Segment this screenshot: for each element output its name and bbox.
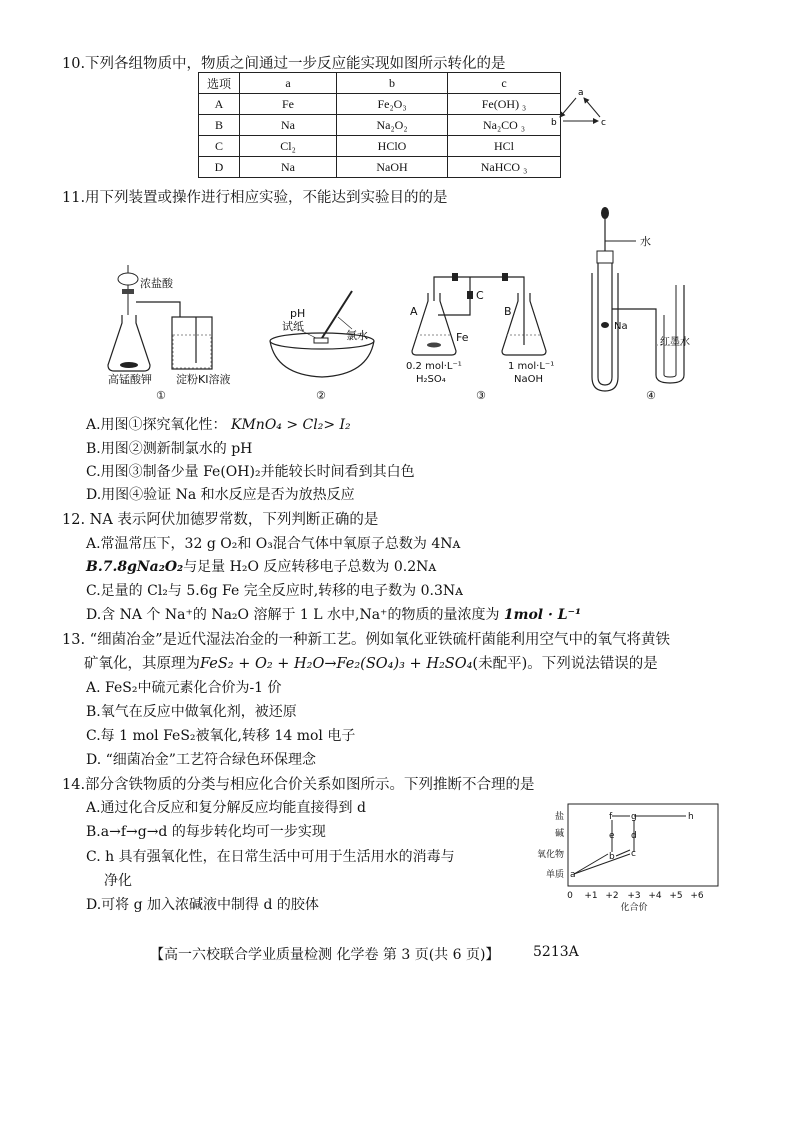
point-b: b: [609, 852, 615, 862]
table-cell: Cl₂: [240, 136, 337, 157]
q12-option-d-formula: 1mol · L⁻¹: [503, 607, 582, 623]
table-cell: Na: [240, 157, 337, 178]
table-cell: D: [199, 157, 240, 178]
ycat-base: 碱: [554, 829, 564, 839]
q14-valence-chart: [524, 800, 724, 918]
ycat-element: 单质: [545, 870, 564, 880]
q13-option-c: C.每 1 mol FeS₂被氧化,转移 14 mol 电子: [86, 728, 356, 744]
fig3-number: ③: [476, 389, 486, 402]
triangle-label-c: c: [601, 118, 606, 128]
fig1-flask-apparatus: [108, 265, 230, 402]
fig1-flask-label: 高锰酸钾: [108, 373, 152, 386]
q11-option-d: D.用图④验证 Na 和水反应是否为放热反应: [86, 487, 355, 503]
point-a: a: [570, 870, 576, 880]
table-cell: A: [199, 94, 240, 115]
point-f: f: [609, 812, 613, 822]
table-header: a: [240, 73, 337, 94]
xtick-5: +5: [669, 891, 683, 901]
q14-option-c-line2: 净化: [104, 873, 132, 889]
xtick-4: +4: [648, 891, 662, 901]
q10-table: [198, 72, 561, 178]
table-header: c: [448, 73, 561, 94]
xtick-2: +2: [605, 891, 619, 901]
q12-option-b: [86, 556, 436, 576]
fig3-left-solution: H₂SO₄: [416, 374, 446, 385]
fig2-paper-label2: 试纸: [282, 320, 304, 333]
triangle-label-a: a: [578, 88, 584, 98]
xtick-1: +1: [584, 891, 598, 901]
point-e: e: [609, 831, 615, 841]
table-cell: B: [199, 115, 240, 136]
fig1-acid-label: 浓盐酸: [140, 277, 173, 290]
ycat-oxide: 氧化物: [536, 850, 564, 860]
table-cell: HCl: [448, 136, 561, 157]
table-cell: C: [199, 136, 240, 157]
table-cell: NaOH: [337, 157, 448, 178]
q14-option-b: B.a→f→g→d 的每步转化均可一步实现: [86, 824, 326, 840]
table-cell: HClO: [337, 136, 448, 157]
xtick-6: +6: [690, 891, 704, 901]
table-row: [199, 94, 561, 115]
triangle-label-b: b: [551, 118, 557, 128]
q12-option-b-formula: B.7.8gNa₂O₂: [86, 559, 184, 575]
q13-option-b: B.氧气在反应中做氧化剂，被还原: [86, 704, 297, 720]
q14-option-a: A.通过化合反应和复分解反应均能直接得到 d: [86, 800, 366, 816]
paper-code: 5213A: [533, 944, 579, 960]
q12-stem: 12. NA 表示阿伏加德罗常数，下列判断正确的是: [62, 512, 379, 528]
q13-stem-text-2: (未配平)。下列说法错误的是: [472, 656, 658, 672]
q13-stem-line2: [84, 652, 658, 673]
x-axis-label: 化合价: [620, 903, 648, 913]
q14-stem: 14.部分含铁物质的分类与相应化合价关系如图所示。下列推断不合理的是: [62, 777, 535, 793]
q12-option-d-text: D.含 NA 个 Na⁺的 Na₂O 溶解于 1 L 水中,Na⁺的物质的量浓度为: [86, 607, 500, 623]
xtick-0: 0: [567, 891, 573, 901]
table-cell: Fe: [240, 94, 337, 115]
q11-option-b: B.用图②测新制氯水的 pH: [86, 441, 253, 457]
q12-option-d: [86, 604, 581, 624]
q10-triangle-diagram: [548, 84, 618, 134]
point-d: d: [631, 831, 637, 841]
fig3-two-flask-apparatus: [406, 273, 554, 402]
ycat-salt: 盐: [554, 812, 564, 822]
fig3-right-solution: NaOH: [514, 374, 543, 385]
q11-stem: 11.用下列装置或操作进行相应实验，不能达到实验目的的是: [62, 190, 448, 206]
fig1-number: ①: [156, 389, 166, 402]
fig4-number: ④: [646, 389, 656, 402]
q11-option-a-text: A.用图①探究氧化性：: [86, 417, 227, 433]
table-row: [199, 136, 561, 157]
q14-option-c-line1: C. h 具有强氧化性，在日常生活中可用于生活用水的消毒与: [86, 849, 455, 865]
q11-apparatus-figure: [100, 205, 720, 405]
table-row: [199, 115, 561, 136]
table-header: b: [337, 73, 448, 94]
point-c: c: [631, 849, 636, 859]
table-row: [199, 157, 561, 178]
q13-stem-text: 矿氧化，其原理为: [84, 656, 200, 672]
q13-option-a: A. FeS₂中硫元素化合价为-1 价: [86, 680, 282, 696]
fig2-paper-label: pH: [290, 307, 306, 320]
fig2-dish-apparatus: [270, 291, 374, 402]
table-cell: Fe(OH) ₃: [448, 94, 561, 115]
q13-equation: FeS₂ + O₂ + H₂O→Fe₂(SO₄)₃ + H₂SO₄: [200, 656, 473, 672]
fig4-water-label: 水: [640, 235, 651, 248]
fig4-na-label: Na: [614, 321, 628, 332]
table-cell: Na₂CO ₃: [448, 115, 561, 136]
fig4-test-tube-apparatus: [592, 207, 690, 402]
q10-stem: 10.下列各组物质中，物质之间通过一步反应能实现如图所示转化的是: [62, 56, 506, 72]
q12-option-a: A.常温常压下，32 g O₂和 O₃混合气体中氧原子总数为 4Nᴀ: [86, 536, 461, 552]
xtick-3: +3: [627, 891, 641, 901]
fig3-left-conc: 0.2 mol·L⁻¹: [406, 361, 462, 372]
fig3-right-conc: 1 mol·L⁻¹: [508, 361, 555, 372]
q11-option-c: C.用图③制备少量 Fe(OH)₂并能较长时间看到其白色: [86, 464, 415, 480]
table-cell: NaHCO ₃: [448, 157, 561, 178]
fig3-flask-b-label: B: [504, 305, 512, 318]
q12-option-c: C.足量的 Cl₂与 5.6g Fe 完全反应时,转移的电子数为 0.3Nᴀ: [86, 583, 464, 599]
fig3-valve-c-label: C: [476, 289, 484, 302]
q12-option-b-text: 与足量 H₂O 反应转移电子总数为 0.2Nᴀ: [183, 559, 437, 575]
q11-option-a: [86, 414, 351, 434]
table-header: 选项: [199, 73, 240, 94]
fig3-fe-label: Fe: [456, 331, 469, 344]
table-cell: Fe₂O₃: [337, 94, 448, 115]
page-footer: 【高一六校联合学业质量检测 化学卷 第 3 页(共 6 页)】: [150, 947, 500, 963]
point-h: h: [688, 812, 694, 822]
fig1-beaker-label: 淀粉KI溶液: [176, 373, 231, 386]
q13-stem-line1: 13. “细菌冶金”是近代湿法冶金的一种新工艺。例如氧化亚铁硫杆菌能利用空气中的氧气将黄铁: [62, 632, 670, 648]
fig3-flask-a-label: A: [410, 305, 418, 318]
fig2-water-label: 氯水: [346, 329, 368, 342]
table-cell: Na₂O₂: [337, 115, 448, 136]
q14-option-d: D.可将 g 加入浓碱液中制得 d 的胶体: [86, 897, 319, 913]
table-cell: Na: [240, 115, 337, 136]
q11-option-a-formula: KMnO₄ > Cl₂> I₂: [231, 417, 351, 433]
point-g: g: [631, 812, 637, 822]
q13-option-d: D. “细菌冶金”工艺符合绿色环保理念: [86, 752, 316, 768]
table-row: [199, 73, 561, 94]
fig2-number: ②: [316, 389, 326, 402]
fig4-ink-label: 红墨水: [660, 337, 690, 348]
